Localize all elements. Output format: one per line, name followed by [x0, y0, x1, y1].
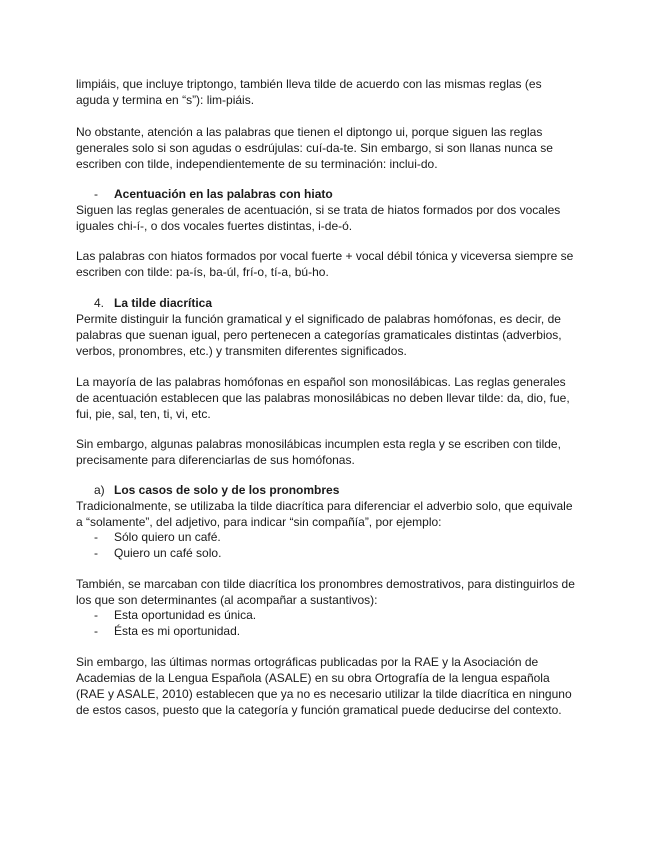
paragraph-monosilabicas: La mayoría de las palabras homófonas en español son monosilábicas. Las reglas generales de acentuación establecen que las palabras monosilábicas no deben llevar tilde: da, dio, fue, fui, pie, sal, ten, ti, vi, etc.	[76, 375, 570, 421]
list-item-text: Ésta es mi oportunidad.	[114, 624, 241, 638]
paragraph-triptongo: limpiáis, que incluye triptongo, también lleva tilde de acuerdo con las mismas reglas (es aguda y termina en “s”): lim-piáis.	[76, 77, 542, 107]
paragraph-hiato-tilde: Las palabras con hiatos formados por vocal fuerte + vocal débil tónica y viceversa siempre se escriben con tilde: pa-ís, ba-úl, frí-o, tí-a, bú-ho.	[76, 249, 574, 279]
list-item	[94, 545, 221, 561]
paragraph-homofonas: Permite distinguir la función gramatical y el significado de palabras homófonas, es decir, de palabras que suenan igual, pero pertenecen a categorías gramaticales distintas (adverbios, verbos, pronombres, etc.) y transmiten diferentes significados.	[76, 312, 562, 358]
list-item	[94, 607, 256, 623]
paragraph-rae-asale: Sin embargo, las últimas normas ortográficas publicadas por la RAE y la Asociación de Academias de la Lengua Española (ASALE) en su obra Ortografía de la lengua española (RAE y ASALE, 2010) establecen que ya no es necesario utilizar la tilde diacrítica en ninguno de estos casos, puesto que la categoría y función gramatical puede deducirse del contexto.	[76, 655, 572, 717]
list-marker: -	[94, 530, 98, 544]
list-item-text: Sólo quiero un café.	[114, 530, 221, 544]
list-marker: -	[94, 608, 98, 622]
list-item-text: Quiero un café solo.	[114, 546, 222, 560]
list-marker: -	[94, 546, 98, 560]
paragraph-incumplen: Sin embargo, algunas palabras monosilábicas incumplen esta regla y se escriben con tilde, precisamente para diferenciarlas de sus homófonas.	[76, 437, 561, 467]
paragraph-demostrativos: También, se marcaban con tilde diacrítica los pronombres demostrativos, para distinguirlos de los que son determinantes (al acompañar a sustantivos):	[76, 577, 575, 607]
heading-solo-pronombres-text: Los casos de solo y de los pronombres	[114, 483, 340, 497]
section-number: 4.	[94, 296, 105, 310]
heading-solo-pronombres	[94, 482, 339, 498]
subsection-marker: a)	[94, 483, 105, 497]
bullet-marker: -	[94, 187, 98, 201]
paragraph-hiato-reglas: Siguen las reglas generales de acentuación, si se trata de hiatos formados por dos vocales iguales chi-í-, o dos vocales fuertes distintas, i-de-ó.	[76, 203, 561, 233]
paragraph-solo: Tradicionalmente, se utilizaba la tilde diacrítica para diferenciar el adverbio solo, que equivale a “solamente”, del adjetivo, para indicar “sin compañía”, por ejemplo:	[76, 499, 573, 529]
list-item-text: Esta oportunidad es única.	[114, 608, 257, 622]
list-marker: -	[94, 624, 98, 638]
heading-hiato-text: Acentuación en las palabras con hiato	[114, 187, 333, 201]
heading-tilde-diacritica-text: La tilde diacrítica	[114, 296, 213, 310]
paragraph-diptongo-ui: No obstante, atención a las palabras que tienen el diptongo ui, porque siguen las reglas generales solo si son agudas o esdrújulas: cuí-da-te. Sin embargo, si son llanas nunca se escriben con tilde, independientemente de su terminación: inclui-do.	[76, 125, 553, 171]
heading-hiato	[94, 186, 333, 202]
list-item	[94, 623, 240, 639]
list-item	[94, 529, 221, 545]
heading-tilde-diacritica	[94, 295, 212, 311]
